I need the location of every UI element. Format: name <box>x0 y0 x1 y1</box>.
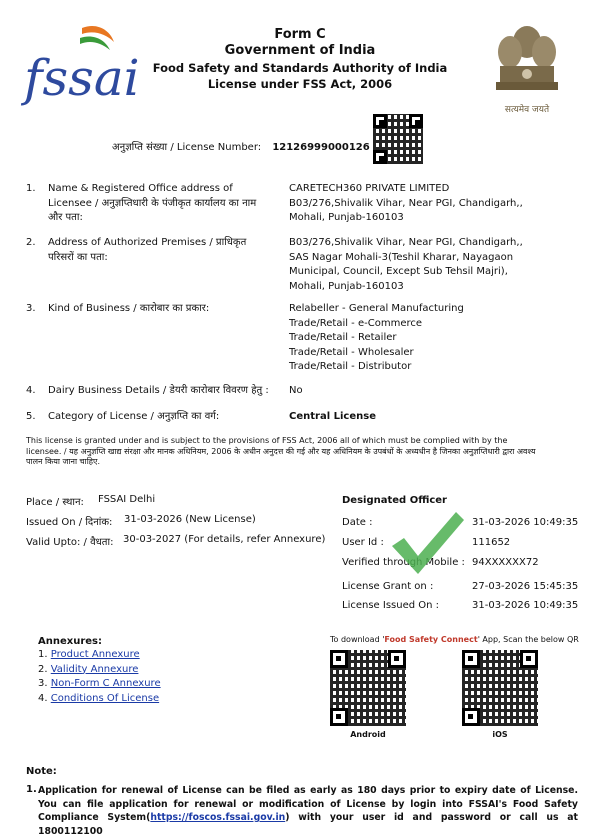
note-text-part: Application for renewal of License can be filed as early as 180 days prior to expiry date of License. You can file application for renewal or modification of License by login into FSSAI's Food Safety Compliance System( <box>38 785 578 823</box>
app-download-text <box>330 635 590 644</box>
ios-label: iOS <box>492 730 508 739</box>
note-text-part: ) with your user id and password or call us at 1800112100 <box>38 812 578 837</box>
fssai-logo <box>22 20 140 110</box>
authority-title: Food Safety and Standards Authority of India <box>152 61 448 75</box>
annexure-number: 4. <box>38 692 48 704</box>
item-value: B03/276,Shivalik Vihar, Near PGI, Chandigarh,, SAS Nagar Mohali-3(Teshil Kharar, Nayagaon Municipal, Council, Except Sub Tehsil Majri), Mohali, Punjab-160103 <box>289 237 523 292</box>
android-qr-code[interactable] <box>330 650 406 726</box>
license-notice: This license is granted under and is subject to the provisions of FSS Act, 2006 all of which must be complied with by the licensee. / यह अनुज्ञप्ति खाद्य संरक्षा और मानक अधिनियम, 2006 के अधीन अनुदत्त की गई और यह अधिनियम के उपबंधों के अध्यधीन है जिनका अनुज्ञप्तिधारी द्वारा अवश्य पालन किया जाना चाहिए. <box>26 436 536 466</box>
annexure-item <box>38 678 161 693</box>
license-number-row <box>112 139 370 153</box>
officer-value: 94XXXXXX72 <box>472 557 539 568</box>
product-annexure-link[interactable]: Product Annexure <box>50 649 140 660</box>
app-prefix: To download ' <box>330 635 385 644</box>
svg-text:fssai: fssai <box>24 49 140 107</box>
item-label: Category of License / अनुज्ञप्ति का वर्ग: <box>48 411 220 422</box>
officer-value: 111652 <box>472 537 511 548</box>
officer-value: 27-03-2026 15:45:35 <box>472 581 579 592</box>
item-label: Name & Registered Office address of Licensee / अनुज्ञप्तिधारी के पंजीकृत कार्यालय का नाम और पता: <box>48 183 257 223</box>
item-number: 2. <box>26 237 36 248</box>
officer-label: Date : <box>342 517 373 528</box>
place-value: FSSAI Delhi <box>98 494 156 505</box>
act-title: License under FSS Act, 2006 <box>207 77 393 91</box>
officer-label: Verified through Mobile : <box>342 557 465 568</box>
issue-info <box>26 494 336 554</box>
officer-title: Designated Officer <box>342 495 447 506</box>
item-label: Kind of Business / कारोबार का प्रकार: <box>48 303 210 314</box>
item-value: CARETECH360 PRIVATE LIMITED B03/276,Shivalik Vihar, Near PGI, Chandigarh,, Mohali, Punjab-160103 <box>289 183 523 223</box>
form-title: Form C <box>274 27 326 42</box>
item-number: 5. <box>26 411 36 422</box>
issued-value: 31-03-2026 (New License) <box>124 514 256 525</box>
emblem-caption: सत्यमेव जयते <box>504 105 550 115</box>
item-number: 3. <box>26 303 36 314</box>
gov-title: Government of India <box>224 43 376 58</box>
android-label: Android <box>350 730 386 739</box>
officer-label: User Id : <box>342 537 384 548</box>
item-label: Address of Authorized Premises / प्राधिकृत परिसरों का पता: <box>48 237 247 263</box>
annexure-item <box>38 693 161 708</box>
annexures <box>38 636 161 707</box>
officer-label: License Issued On : <box>342 600 440 611</box>
annexure-item <box>38 664 161 679</box>
item-value: Relabeller - General Manufacturing Trade/Retail - e-Commerce Trade/Retail - Retailer Trade/Retail - Wholesaler Trade/Retail - Distributor <box>289 303 464 372</box>
valid-value: 30-03-2027 (For details, refer Annexure) <box>123 534 326 545</box>
conditions-of-license-link[interactable]: Conditions Of License <box>50 692 160 704</box>
annexure-number: 3. <box>38 678 48 689</box>
item-value: No <box>289 385 303 396</box>
annexures-title: Annexures: <box>38 636 102 647</box>
ios-qr-code[interactable] <box>462 650 538 726</box>
national-emblem <box>486 22 568 114</box>
verified-check-icon <box>388 506 468 578</box>
item-value: Central License <box>289 411 376 422</box>
license-qr-code <box>373 114 423 164</box>
note-text <box>38 784 578 838</box>
item-number: 4. <box>26 385 36 396</box>
note-title: Note: <box>26 766 57 777</box>
item-number: 1. <box>26 183 36 194</box>
annexure-item <box>38 649 161 664</box>
item-label: Dairy Business Details / डेयरी कारोबार विवरण हेतु : <box>48 385 269 396</box>
non-form-c-annexure-link[interactable]: Non-Form C Annexure <box>50 678 161 689</box>
license-number-label: अनुज्ञप्ति संख्या / License Number: <box>112 142 262 153</box>
place-label: Place / स्थान: <box>26 497 84 508</box>
license-number: 12126999000126 <box>272 142 370 153</box>
foscos-link[interactable]: https://foscos.fssai.gov.in <box>150 812 286 823</box>
app-name: Food Safety Connect <box>384 635 478 644</box>
valid-label: Valid Upto: / वैधता: <box>26 537 114 548</box>
officer-label: License Grant on : <box>342 581 434 592</box>
officer-value: 31-03-2026 10:49:35 <box>472 600 579 611</box>
app-suffix: ' App, Scan the below QR <box>477 635 579 644</box>
annexure-number: 2. <box>38 663 48 675</box>
validity-annexure-link[interactable]: Validity Annexure <box>50 663 139 675</box>
officer-value: 31-03-2026 10:49:35 <box>472 517 579 528</box>
note-number: 1. <box>26 784 37 795</box>
issued-label: Issued On / दिनांक: <box>26 517 113 528</box>
annexure-number: 1. <box>38 649 48 660</box>
